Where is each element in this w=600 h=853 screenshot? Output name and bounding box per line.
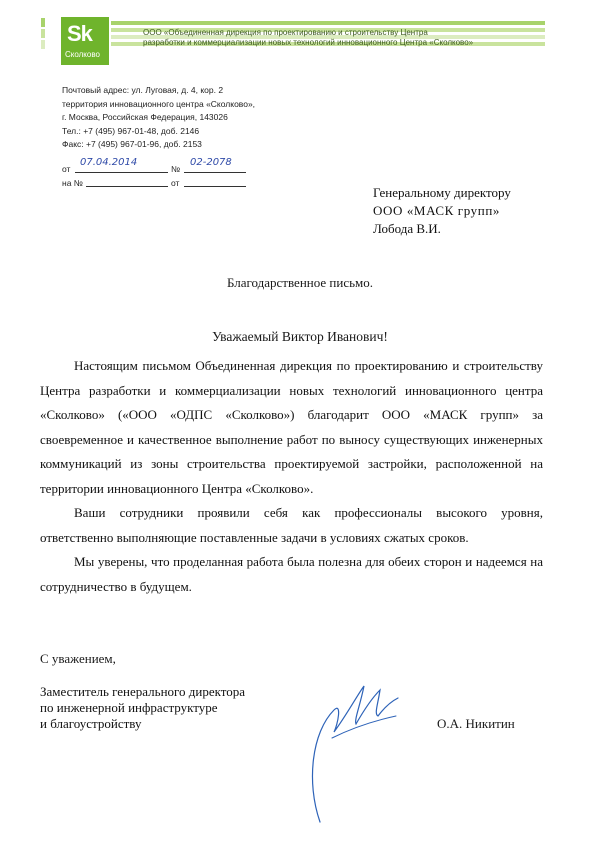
org-line: ООО «Объединенная дирекция по проектированию и строительству Центра: [143, 28, 428, 37]
reference-underline: [86, 185, 168, 187]
outgoing-number: 02-2078: [190, 157, 232, 168]
number-underline: [184, 171, 246, 173]
position-line: и благоустройству: [40, 716, 142, 731]
signatory-name: О.А. Никитин: [437, 716, 515, 731]
position-line: по инженерной инфраструктуре: [40, 700, 218, 715]
outgoing-date: 07.04.2014: [80, 157, 138, 168]
sender-line: Факс: +7 (495) 967-01-96, доб. 2153: [62, 139, 202, 149]
letter-body: [40, 354, 543, 599]
body-paragraph: Настоящим письмом Объединенная дирекция по проектированию и строительству Центра разработки и коммерциализации новых технологий инновационного центра «Сколково» («ООО «ОДПС «Сколково») благодарит ООО «МАСК групп» за своевременное и качественное выполнение работ по выносу существующих инженерных коммуникаций из зоны строительства проектируемой застройки, расположенной на территории инновационного Центра «Сколково».: [40, 358, 543, 496]
skolkovo-logo: [61, 17, 109, 65]
addressee-line: ООО «МАСК групп»: [373, 203, 500, 218]
org-line: разработки и коммерциализации новых технологий инновационного Центра «Сколково»: [143, 38, 474, 47]
salutation: Уважаемый Виктор Иванович!: [212, 329, 388, 344]
number-label: №: [171, 164, 181, 174]
sender-line: территория инновационного центра «Сколково»,: [62, 98, 256, 109]
position-line: Заместитель генерального директора: [40, 684, 246, 699]
closing: С уважением,: [40, 651, 116, 666]
sender-line: Почтовый адрес: ул. Луговая, д. 4, кор. 2: [62, 85, 224, 95]
addressee: [373, 184, 511, 238]
logo-word: Сколково: [65, 50, 100, 59]
addressee-line: Лобода В.И.: [373, 221, 441, 236]
document-title: Благодарственное письмо.: [226, 275, 374, 290]
organization-header: [143, 28, 543, 48]
signatory-position: [40, 684, 245, 732]
logo-accent-stripes: [41, 18, 45, 48]
logo-mark: Sk: [67, 21, 92, 46]
sender-line: г. Москва, Российская Федерация, 143026: [62, 112, 228, 122]
body-paragraph: Ваши сотрудники проявили себя как профессионалы высокого уровня, ответственно выполняющие поставленные задачи в условиях сжатых сроков.: [40, 505, 543, 545]
body-paragraph: Мы уверены, что проделанная работа была полезна для обеих сторон и надеемся на сотрудничество в будущем.: [40, 554, 543, 594]
date-label: от: [62, 164, 71, 174]
date-underline: [75, 171, 168, 173]
reference-label: на №: [62, 178, 83, 188]
reference-date-label: от: [171, 178, 180, 188]
sender-address: [62, 84, 255, 152]
sender-line: Тел.: +7 (495) 967-01-48, доб. 2146: [62, 125, 200, 136]
handwritten-signature: [298, 672, 408, 832]
addressee-line: Генеральному директору: [373, 185, 511, 200]
reference-date-underline: [184, 185, 246, 187]
